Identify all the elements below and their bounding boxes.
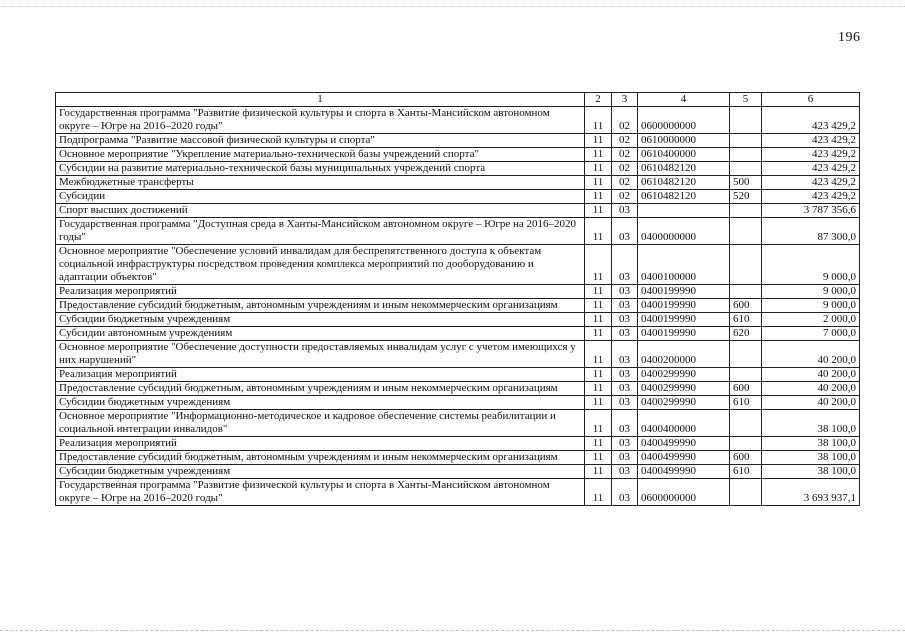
target-article-cell: 0400199990	[638, 313, 730, 327]
scan-edge-bottom	[0, 630, 905, 631]
expense-type-cell	[730, 148, 762, 162]
expense-type-cell	[730, 410, 762, 437]
subsection-code-cell: 03	[612, 341, 638, 368]
target-article-cell: 0610482120	[638, 190, 730, 204]
section-code-cell: 11	[585, 190, 612, 204]
section-code-cell: 11	[585, 176, 612, 190]
section-code-cell: 11	[585, 382, 612, 396]
amount-cell: 40 200,0	[762, 368, 860, 382]
target-article-cell: 0400299990	[638, 382, 730, 396]
subsection-code-cell: 02	[612, 190, 638, 204]
section-code-cell: 11	[585, 245, 612, 285]
row-name-cell: Основное мероприятие "Обеспечение условий инвалидам для беспрепятственного доступа к объектам социальной инфраструктуры посредством проведения комплекса мероприятий по дооборудованию и адаптации объектов"	[56, 245, 585, 285]
subsection-code-cell: 03	[612, 218, 638, 245]
header-col-1: 1	[56, 93, 585, 107]
subsection-code-cell: 03	[612, 479, 638, 506]
table-row	[56, 382, 860, 396]
table-row	[56, 313, 860, 327]
section-code-cell: 11	[585, 148, 612, 162]
target-article-cell: 0400100000	[638, 245, 730, 285]
amount-cell: 423 429,2	[762, 176, 860, 190]
amount-cell: 7 000,0	[762, 327, 860, 341]
amount-cell: 423 429,2	[762, 162, 860, 176]
row-name-cell: Межбюджетные трансферты	[56, 176, 585, 190]
header-col-2: 2	[585, 93, 612, 107]
amount-cell: 9 000,0	[762, 285, 860, 299]
target-article-cell: 0400499990	[638, 451, 730, 465]
target-article-cell: 0610400000	[638, 148, 730, 162]
amount-cell: 38 100,0	[762, 465, 860, 479]
row-name-cell: Субсидии	[56, 190, 585, 204]
subsection-code-cell: 03	[612, 410, 638, 437]
header-col-5: 5	[730, 93, 762, 107]
subsection-code-cell: 03	[612, 285, 638, 299]
subsection-code-cell: 02	[612, 134, 638, 148]
subsection-code-cell: 02	[612, 107, 638, 134]
row-name-cell: Подпрограмма "Развитие массовой физической культуры и спорта"	[56, 134, 585, 148]
expense-type-cell	[730, 204, 762, 218]
expense-type-cell: 610	[730, 313, 762, 327]
table-row	[56, 285, 860, 299]
amount-cell: 423 429,2	[762, 107, 860, 134]
table-header	[56, 93, 860, 107]
expense-type-cell	[730, 245, 762, 285]
row-name-cell: Субсидии автономным учреждениям	[56, 327, 585, 341]
table-row	[56, 148, 860, 162]
expense-type-cell	[730, 107, 762, 134]
target-article-cell: 0610482120	[638, 176, 730, 190]
target-article-cell: 0400499990	[638, 465, 730, 479]
subsection-code-cell: 03	[612, 245, 638, 285]
row-name-cell: Предоставление субсидий бюджетным, автономным учреждениям и иным некоммерческим организациям	[56, 382, 585, 396]
amount-cell: 423 429,2	[762, 134, 860, 148]
subsection-code-cell: 03	[612, 437, 638, 451]
table-row	[56, 218, 860, 245]
amount-cell: 2 000,0	[762, 313, 860, 327]
target-article-cell: 0400299990	[638, 396, 730, 410]
expense-type-cell: 500	[730, 176, 762, 190]
header-col-3: 3	[612, 93, 638, 107]
amount-cell: 3 787 356,6	[762, 204, 860, 218]
section-code-cell: 11	[585, 368, 612, 382]
scan-edge-top	[0, 6, 905, 7]
amount-cell: 423 429,2	[762, 190, 860, 204]
section-code-cell: 11	[585, 134, 612, 148]
row-name-cell: Предоставление субсидий бюджетным, автономным учреждениям и иным некоммерческим организациям	[56, 299, 585, 313]
expense-type-cell: 600	[730, 451, 762, 465]
amount-cell: 9 000,0	[762, 299, 860, 313]
expense-type-cell	[730, 285, 762, 299]
table-row	[56, 107, 860, 134]
table-row	[56, 465, 860, 479]
row-name-cell: Спорт высших достижений	[56, 204, 585, 218]
expense-type-cell: 600	[730, 382, 762, 396]
section-code-cell: 11	[585, 299, 612, 313]
row-name-cell: Предоставление субсидий бюджетным, автономным учреждениям и иным некоммерческим организациям	[56, 451, 585, 465]
row-name-cell: Государственная программа "Развитие физической культуры и спорта в Ханты-Мансийском автономном округе – Югре на 2016–2020 годы"	[56, 107, 585, 134]
table-row	[56, 190, 860, 204]
target-article-cell: 0610482120	[638, 162, 730, 176]
expense-type-cell: 610	[730, 396, 762, 410]
section-code-cell: 11	[585, 465, 612, 479]
table-row	[56, 479, 860, 506]
subsection-code-cell: 02	[612, 148, 638, 162]
expense-type-cell: 520	[730, 190, 762, 204]
table-body	[56, 107, 860, 506]
section-code-cell: 11	[585, 107, 612, 134]
section-code-cell: 11	[585, 410, 612, 437]
amount-cell: 9 000,0	[762, 245, 860, 285]
table-row	[56, 410, 860, 437]
target-article-cell: 0400200000	[638, 341, 730, 368]
amount-cell: 40 200,0	[762, 341, 860, 368]
row-name-cell: Государственная программа "Доступная среда в Ханты-Мансийском автономном округе – Югре на 2016–2020 годы"	[56, 218, 585, 245]
table-row	[56, 204, 860, 218]
expense-type-cell: 610	[730, 465, 762, 479]
table-row	[56, 451, 860, 465]
section-code-cell: 11	[585, 437, 612, 451]
row-name-cell: Государственная программа "Развитие физической культуры и спорта в Ханты-Мансийском автономном округе – Югре на 2016–2020 годы"	[56, 479, 585, 506]
section-code-cell: 11	[585, 327, 612, 341]
target-article-cell: 0400400000	[638, 410, 730, 437]
row-name-cell: Субсидии бюджетным учреждениям	[56, 313, 585, 327]
expense-type-cell	[730, 368, 762, 382]
target-article-cell: 0400499990	[638, 437, 730, 451]
target-article-cell: 0600000000	[638, 479, 730, 506]
amount-cell: 38 100,0	[762, 410, 860, 437]
target-article-cell: 0400299990	[638, 368, 730, 382]
row-name-cell: Основное мероприятие "Обеспечение доступности предоставляемых инвалидам услуг с учетом имеющихся у них нарушений"	[56, 341, 585, 368]
table-row	[56, 368, 860, 382]
table-row	[56, 134, 860, 148]
section-code-cell: 11	[585, 396, 612, 410]
subsection-code-cell: 02	[612, 176, 638, 190]
row-name-cell: Субсидии бюджетным учреждениям	[56, 396, 585, 410]
target-article-cell: 0400199990	[638, 299, 730, 313]
amount-cell: 38 100,0	[762, 451, 860, 465]
target-article-cell: 0400199990	[638, 327, 730, 341]
section-code-cell: 11	[585, 313, 612, 327]
section-code-cell: 11	[585, 479, 612, 506]
amount-cell: 40 200,0	[762, 396, 860, 410]
amount-cell: 423 429,2	[762, 148, 860, 162]
row-name-cell: Основное мероприятие "Укрепление материально-технической базы учреждений спорта"	[56, 148, 585, 162]
header-col-4: 4	[638, 93, 730, 107]
expense-type-cell	[730, 479, 762, 506]
row-name-cell: Субсидии бюджетным учреждениям	[56, 465, 585, 479]
expense-type-cell	[730, 437, 762, 451]
section-code-cell: 11	[585, 341, 612, 368]
table-row	[56, 341, 860, 368]
row-name-cell: Субсидии на развитие материально-технической базы муниципальных учреждений спорта	[56, 162, 585, 176]
expense-type-cell	[730, 218, 762, 245]
subsection-code-cell: 03	[612, 396, 638, 410]
subsection-code-cell: 03	[612, 451, 638, 465]
row-name-cell: Реализация мероприятий	[56, 437, 585, 451]
amount-cell: 3 693 937,1	[762, 479, 860, 506]
target-article-cell: 0400199990	[638, 285, 730, 299]
target-article-cell: 0400000000	[638, 218, 730, 245]
expense-type-cell: 620	[730, 327, 762, 341]
row-name-cell: Реализация мероприятий	[56, 368, 585, 382]
row-name-cell: Реализация мероприятий	[56, 285, 585, 299]
budget-table	[55, 92, 860, 506]
table-row	[56, 396, 860, 410]
subsection-code-cell: 02	[612, 162, 638, 176]
table-row	[56, 437, 860, 451]
page-number: 196	[838, 30, 861, 45]
section-code-cell: 11	[585, 451, 612, 465]
section-code-cell: 11	[585, 204, 612, 218]
target-article-cell: 0600000000	[638, 107, 730, 134]
table-row	[56, 299, 860, 313]
amount-cell: 40 200,0	[762, 382, 860, 396]
subsection-code-cell: 03	[612, 368, 638, 382]
subsection-code-cell: 03	[612, 313, 638, 327]
subsection-code-cell: 03	[612, 465, 638, 479]
subsection-code-cell: 03	[612, 204, 638, 218]
section-code-cell: 11	[585, 218, 612, 245]
target-article-cell: 0610000000	[638, 134, 730, 148]
amount-cell: 87 300,0	[762, 218, 860, 245]
table-row	[56, 327, 860, 341]
subsection-code-cell: 03	[612, 327, 638, 341]
expense-type-cell	[730, 134, 762, 148]
section-code-cell: 11	[585, 162, 612, 176]
expense-type-cell	[730, 162, 762, 176]
subsection-code-cell: 03	[612, 299, 638, 313]
expense-type-cell	[730, 341, 762, 368]
table-row	[56, 176, 860, 190]
amount-cell: 38 100,0	[762, 437, 860, 451]
table-row	[56, 162, 860, 176]
expense-type-cell: 600	[730, 299, 762, 313]
row-name-cell: Основное мероприятие "Информационно-методическое и кадровое обеспечение системы реабилитации и социальной интеграции инвалидов"	[56, 410, 585, 437]
header-row	[56, 93, 860, 107]
target-article-cell	[638, 204, 730, 218]
subsection-code-cell: 03	[612, 382, 638, 396]
table-row	[56, 245, 860, 285]
header-col-6: 6	[762, 93, 860, 107]
section-code-cell: 11	[585, 285, 612, 299]
